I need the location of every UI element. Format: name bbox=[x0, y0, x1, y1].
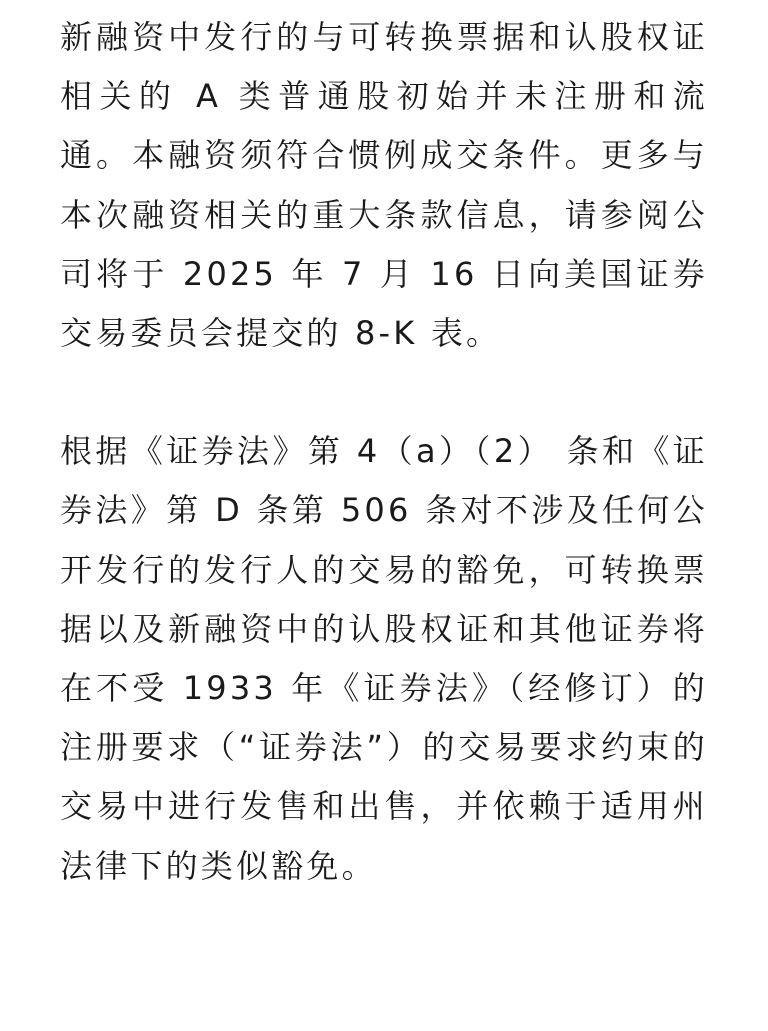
paragraph-spacer bbox=[60, 363, 708, 422]
paragraph-financing-terms: 新融资中发行的与可转换票据和认股权证相关的 A 类普通股初始并未注册和流通。本融资须符合惯例成交条件。更多与本次融资相关的重大条款信息，请参阅公司将于 2025 年 7 月 16 日向美国证券交易委员会提交的 8-K 表。 bbox=[60, 18, 708, 353]
article-body bbox=[60, 8, 708, 896]
paragraph-securities-exemption: 根据《证券法》第 4（a）（2） 条和《证券法》第 D 条第 506 条对不涉及任何公开发行的发行人的交易的豁免，可转换票据以及新融资中的认股权证和其他证券将在不受 1933 年《证券法》（经修订）的注册要求（“证券法”）的交易要求约束的交易中进行发售和出售，并依赖于适用州法律下的类似豁免。 bbox=[60, 432, 708, 885]
